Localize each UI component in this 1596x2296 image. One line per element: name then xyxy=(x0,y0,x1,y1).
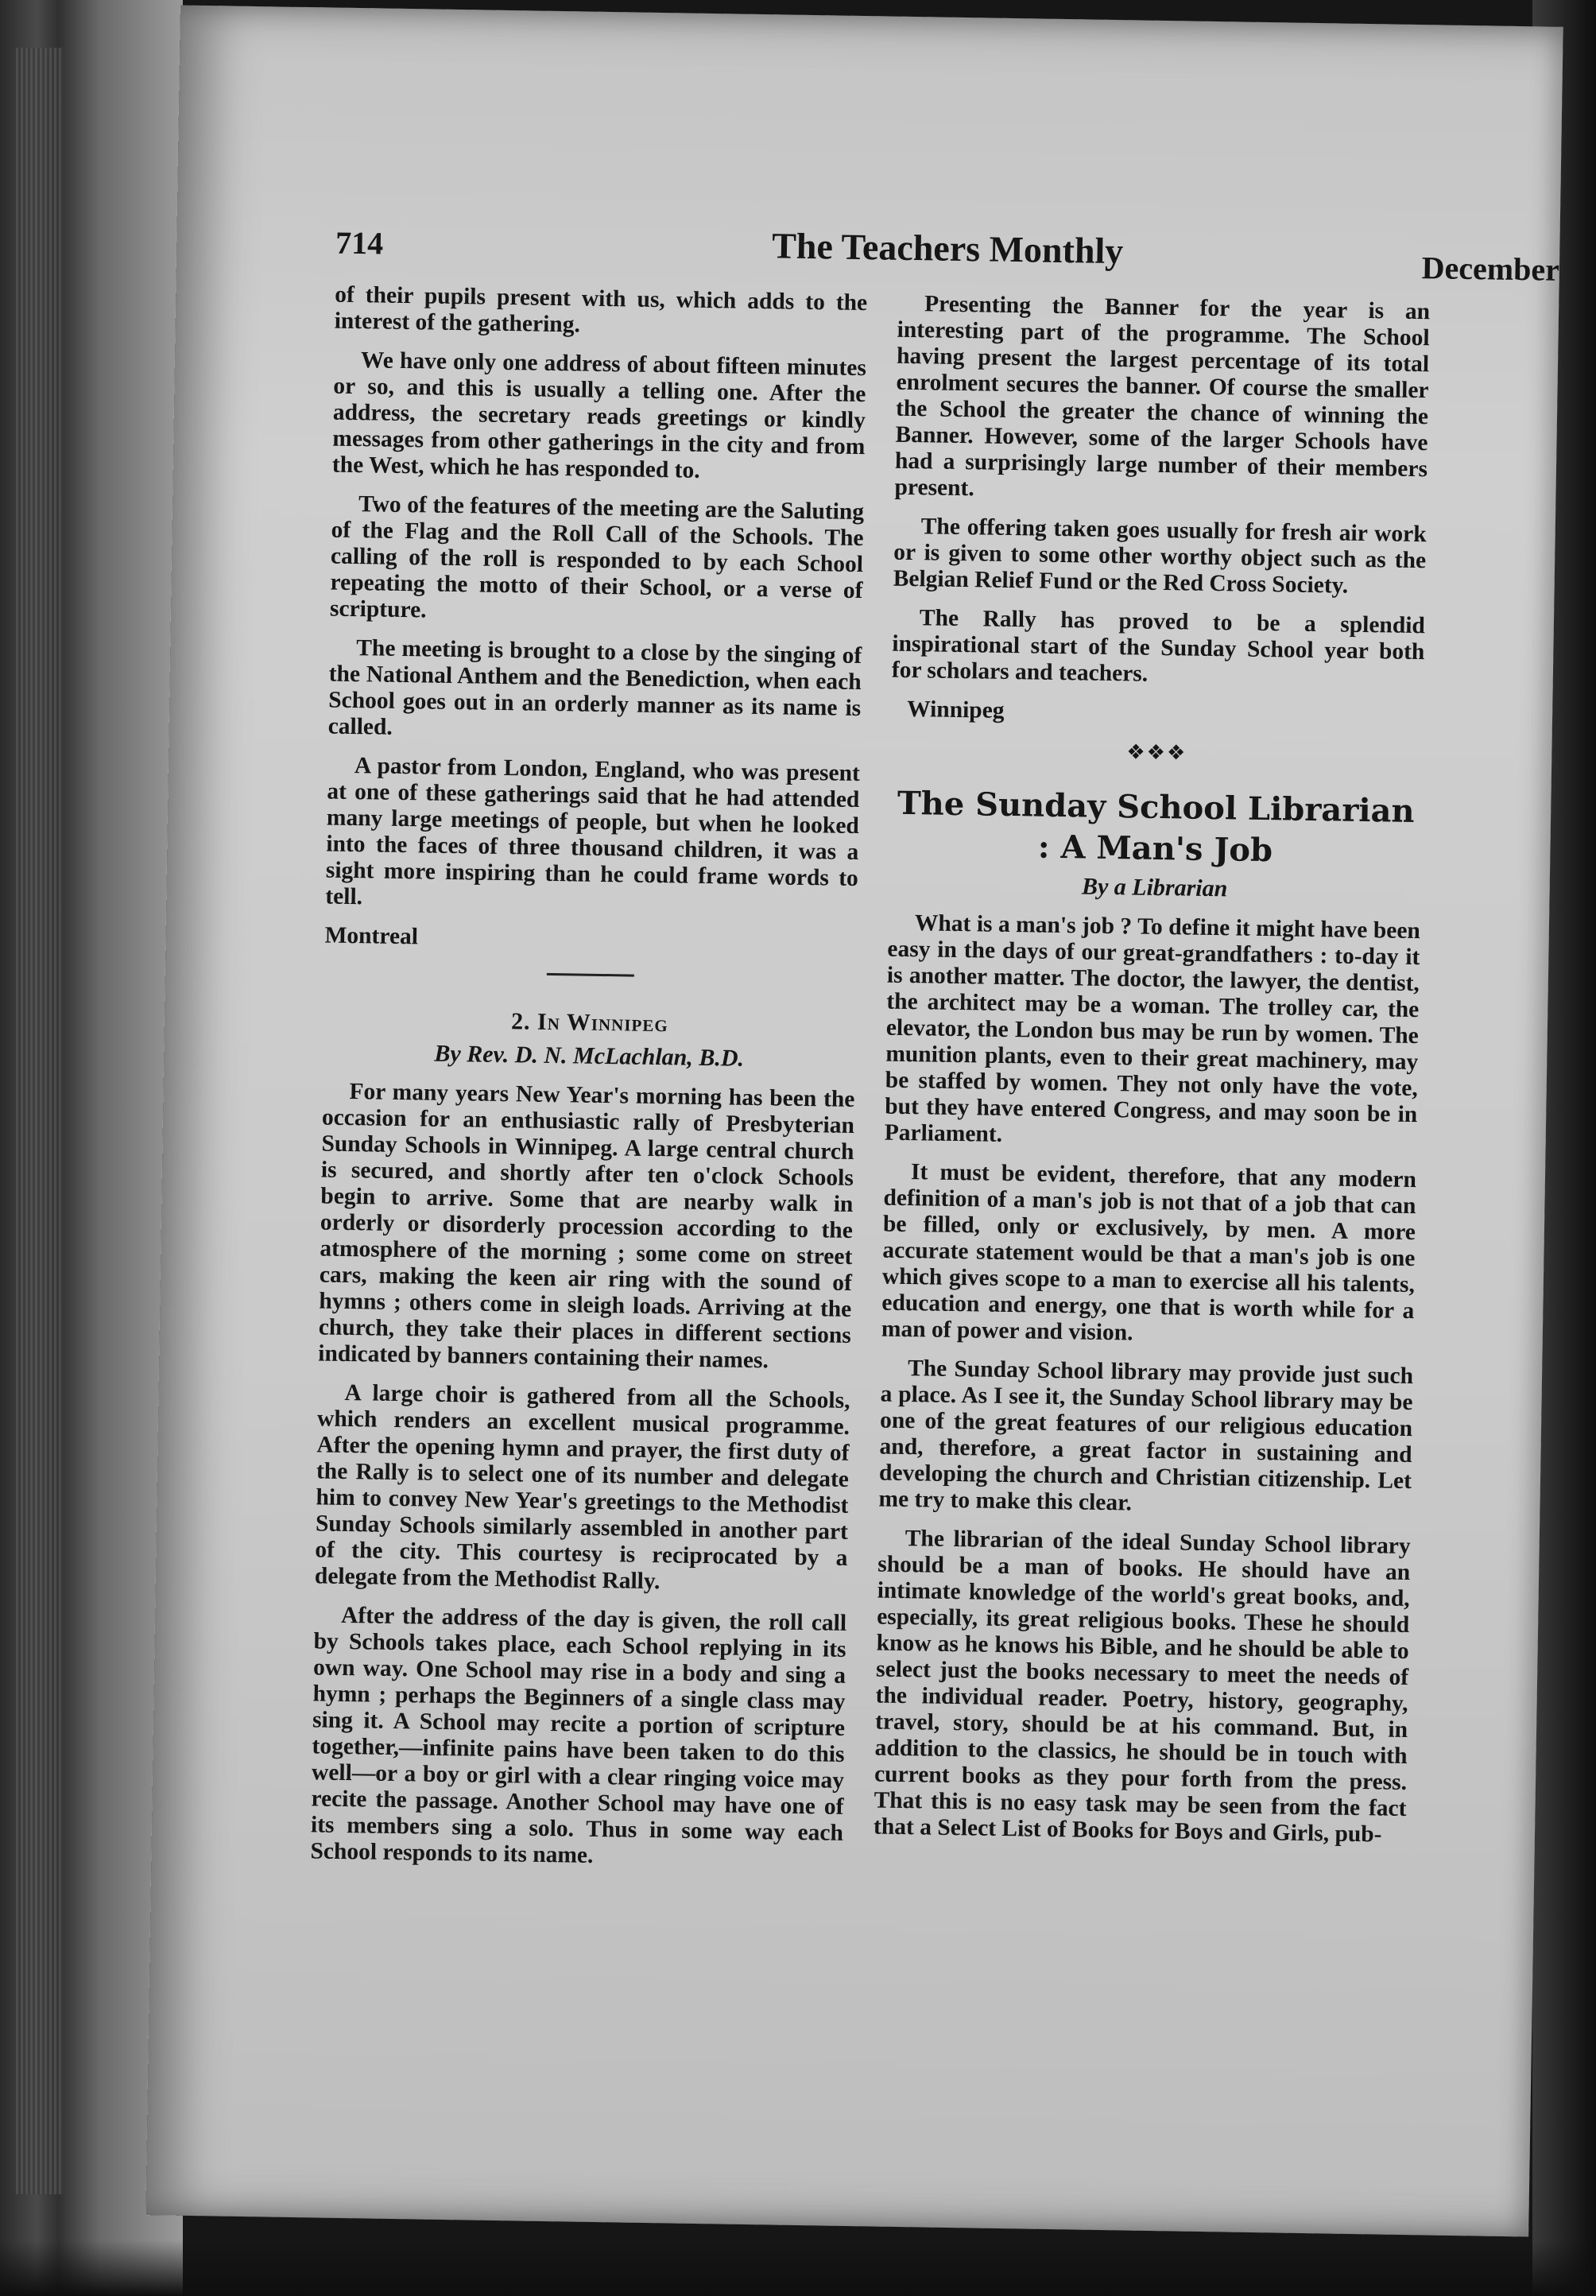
page-number: 714 xyxy=(335,224,384,262)
right-column xyxy=(874,291,1431,1861)
paragraph: We have only one address of about fifteen minutes or so, and this is usually a telling one. After the address, the secretary reads greetings or kindly messages from other gatherings in the city and from the West, which he has responded to. xyxy=(331,347,867,483)
article-byline: By a Librarian xyxy=(1081,873,1228,902)
page-stack-edge xyxy=(16,48,64,2194)
article-title: The Sunday School Librarian : A Man's Job xyxy=(897,784,1415,870)
paragraph: of their pupils present with us, which adds to the interest of the gathering. xyxy=(334,281,868,338)
place-signoff: Winnipeg xyxy=(906,696,1005,723)
place-signoff: Montreal xyxy=(324,922,419,950)
bottom-shadow xyxy=(0,2240,1596,2296)
paragraph: The Rally has proved to be a splendid inspirational start of the Sunday School year both for scholars and teachers. xyxy=(891,605,1426,687)
page-content xyxy=(145,6,1563,2237)
paragraph: A large choir is gathered from all the Schools, which renders an excellent musical programme. After the opening hymn and prayer, the first duty of the Rally is to select one of its number and delegate him to convey New Year's greetings to the Methodist Sunday Schools similarly assembled in another part of the city. This courtesy is reciprocated by a delegate from the Methodist Rally. xyxy=(314,1379,850,1595)
paragraph: For many years New Year's morning has been the occasion for an enthusiastic rally of Presbyterian Sunday Schools in Winnipeg. A large central church is secured, and shortly after ten o'clock Schools begin to arrive. Some that are nearby walk in orderly or disorderly procession according to the atmosphere of the morning ; some come on street cars, making the keen air ring with the sound of hymns ; others come in sleigh loads. Arriving at the church, they take their places in different sections indicated by banners containing their names. xyxy=(318,1079,855,1374)
section-byline: By Rev. D. N. McLachlan, B.D. xyxy=(434,1040,745,1072)
section-divider-rule xyxy=(547,973,634,977)
book-page xyxy=(145,6,1563,2237)
paragraph: A pastor from London, England, who was present at one of these gatherings said that he had attended many large meetings of people, but when he looked into the faces of three thousand children, it was a sight more inspiring than he could frame words to tell. xyxy=(325,753,861,910)
paragraph: Presenting the Banner for the year is an interesting part of the programme. The School having present the largest percentage of its total enrolment secures the banner. Of course the smaller the School the greater the chance of winning the Banner. However, some of the larger Schools have had a surprisingly large number of their members present. xyxy=(894,291,1431,502)
issue-month: December xyxy=(1421,250,1560,288)
journal-title: The Teachers Monthly xyxy=(771,225,1124,272)
section-heading: 2. In Winnipeg xyxy=(510,1008,668,1037)
paragraph: The Sunday School library may provide just such a place. As I see it, the Sunday School library may be one of the great features of our religious education and, therefore, a great factor in sustaining and developing the church and Christian citizenship. Let me try to make this clear. xyxy=(878,1355,1414,1516)
paragraph: The offering taken goes usually for fresh air work or is given to some other worthy object such as the Belgian Relief Fund or the Red Cross Society. xyxy=(893,514,1427,599)
paragraph: What is a man's job ? To define it might have been easy in the days of our great-grandfathers : to-day it is another matter. The doctor, the lawyer, the dentist, the architect may be a woman. The trolley car, the elevator, the London bus may be run by women. The munition plants, even to their great machinery, may be staffed by women. They not only have the vote, but they have entered Congress, and may soon be in Parliament. xyxy=(884,910,1421,1147)
paragraph: It must be evident, therefore, that any modern definition of a man's job is not that of a job that can be filled, only or exclusively, by men. A more accurate statement would be that a man's job is one which gives scope to a man to exercise all his talents, education and energy, one that is worth while for a man of power and vision. xyxy=(881,1159,1417,1346)
ornament-divider-icon: ❖❖❖ xyxy=(1126,740,1187,765)
paragraph: After the address of the day is given, the roll call by Schools takes place, each School replying in its own way. One School may rise in a body and sing a hymn ; perhaps the Beginners of a single class may sing it. A School may recite a portion of scripture together,—infinite pains have been taken to do this well—or a boy or girl with a clear ringing voice may recite the passage. Another School may have one of its members sing a solo. Thus in some way each School responds to its name. xyxy=(310,1602,847,1868)
paragraph: The meeting is brought to a close by the singing of the National Anthem and the Benediction, when each School goes out in an orderly manner as its name is called. xyxy=(327,635,862,740)
paragraph: The librarian of the ideal Sunday School library should be a man of books. He should have an intimate knowledge of the world's great books, and, especially, its great religious books. These he should know as he knows his Bible, and he should be able to select just the books necessary to meet the needs of the individual reader. Poetry, history, geography, travel, story, should be at his command. But, in addition to the classics, he should be in touch with current books as they pour forth from the press. That this is no easy task may be seen from the fact that a Select List of Books for Boys and Girls, pub- xyxy=(873,1526,1411,1848)
paragraph: Two of the features of the meeting are the Saluting of the Flag and the Roll Call of the Schools. The calling of the roll is responded to by each School repeating the motto of their School, or a verse of scripture. xyxy=(329,491,865,623)
left-column xyxy=(310,282,867,1886)
